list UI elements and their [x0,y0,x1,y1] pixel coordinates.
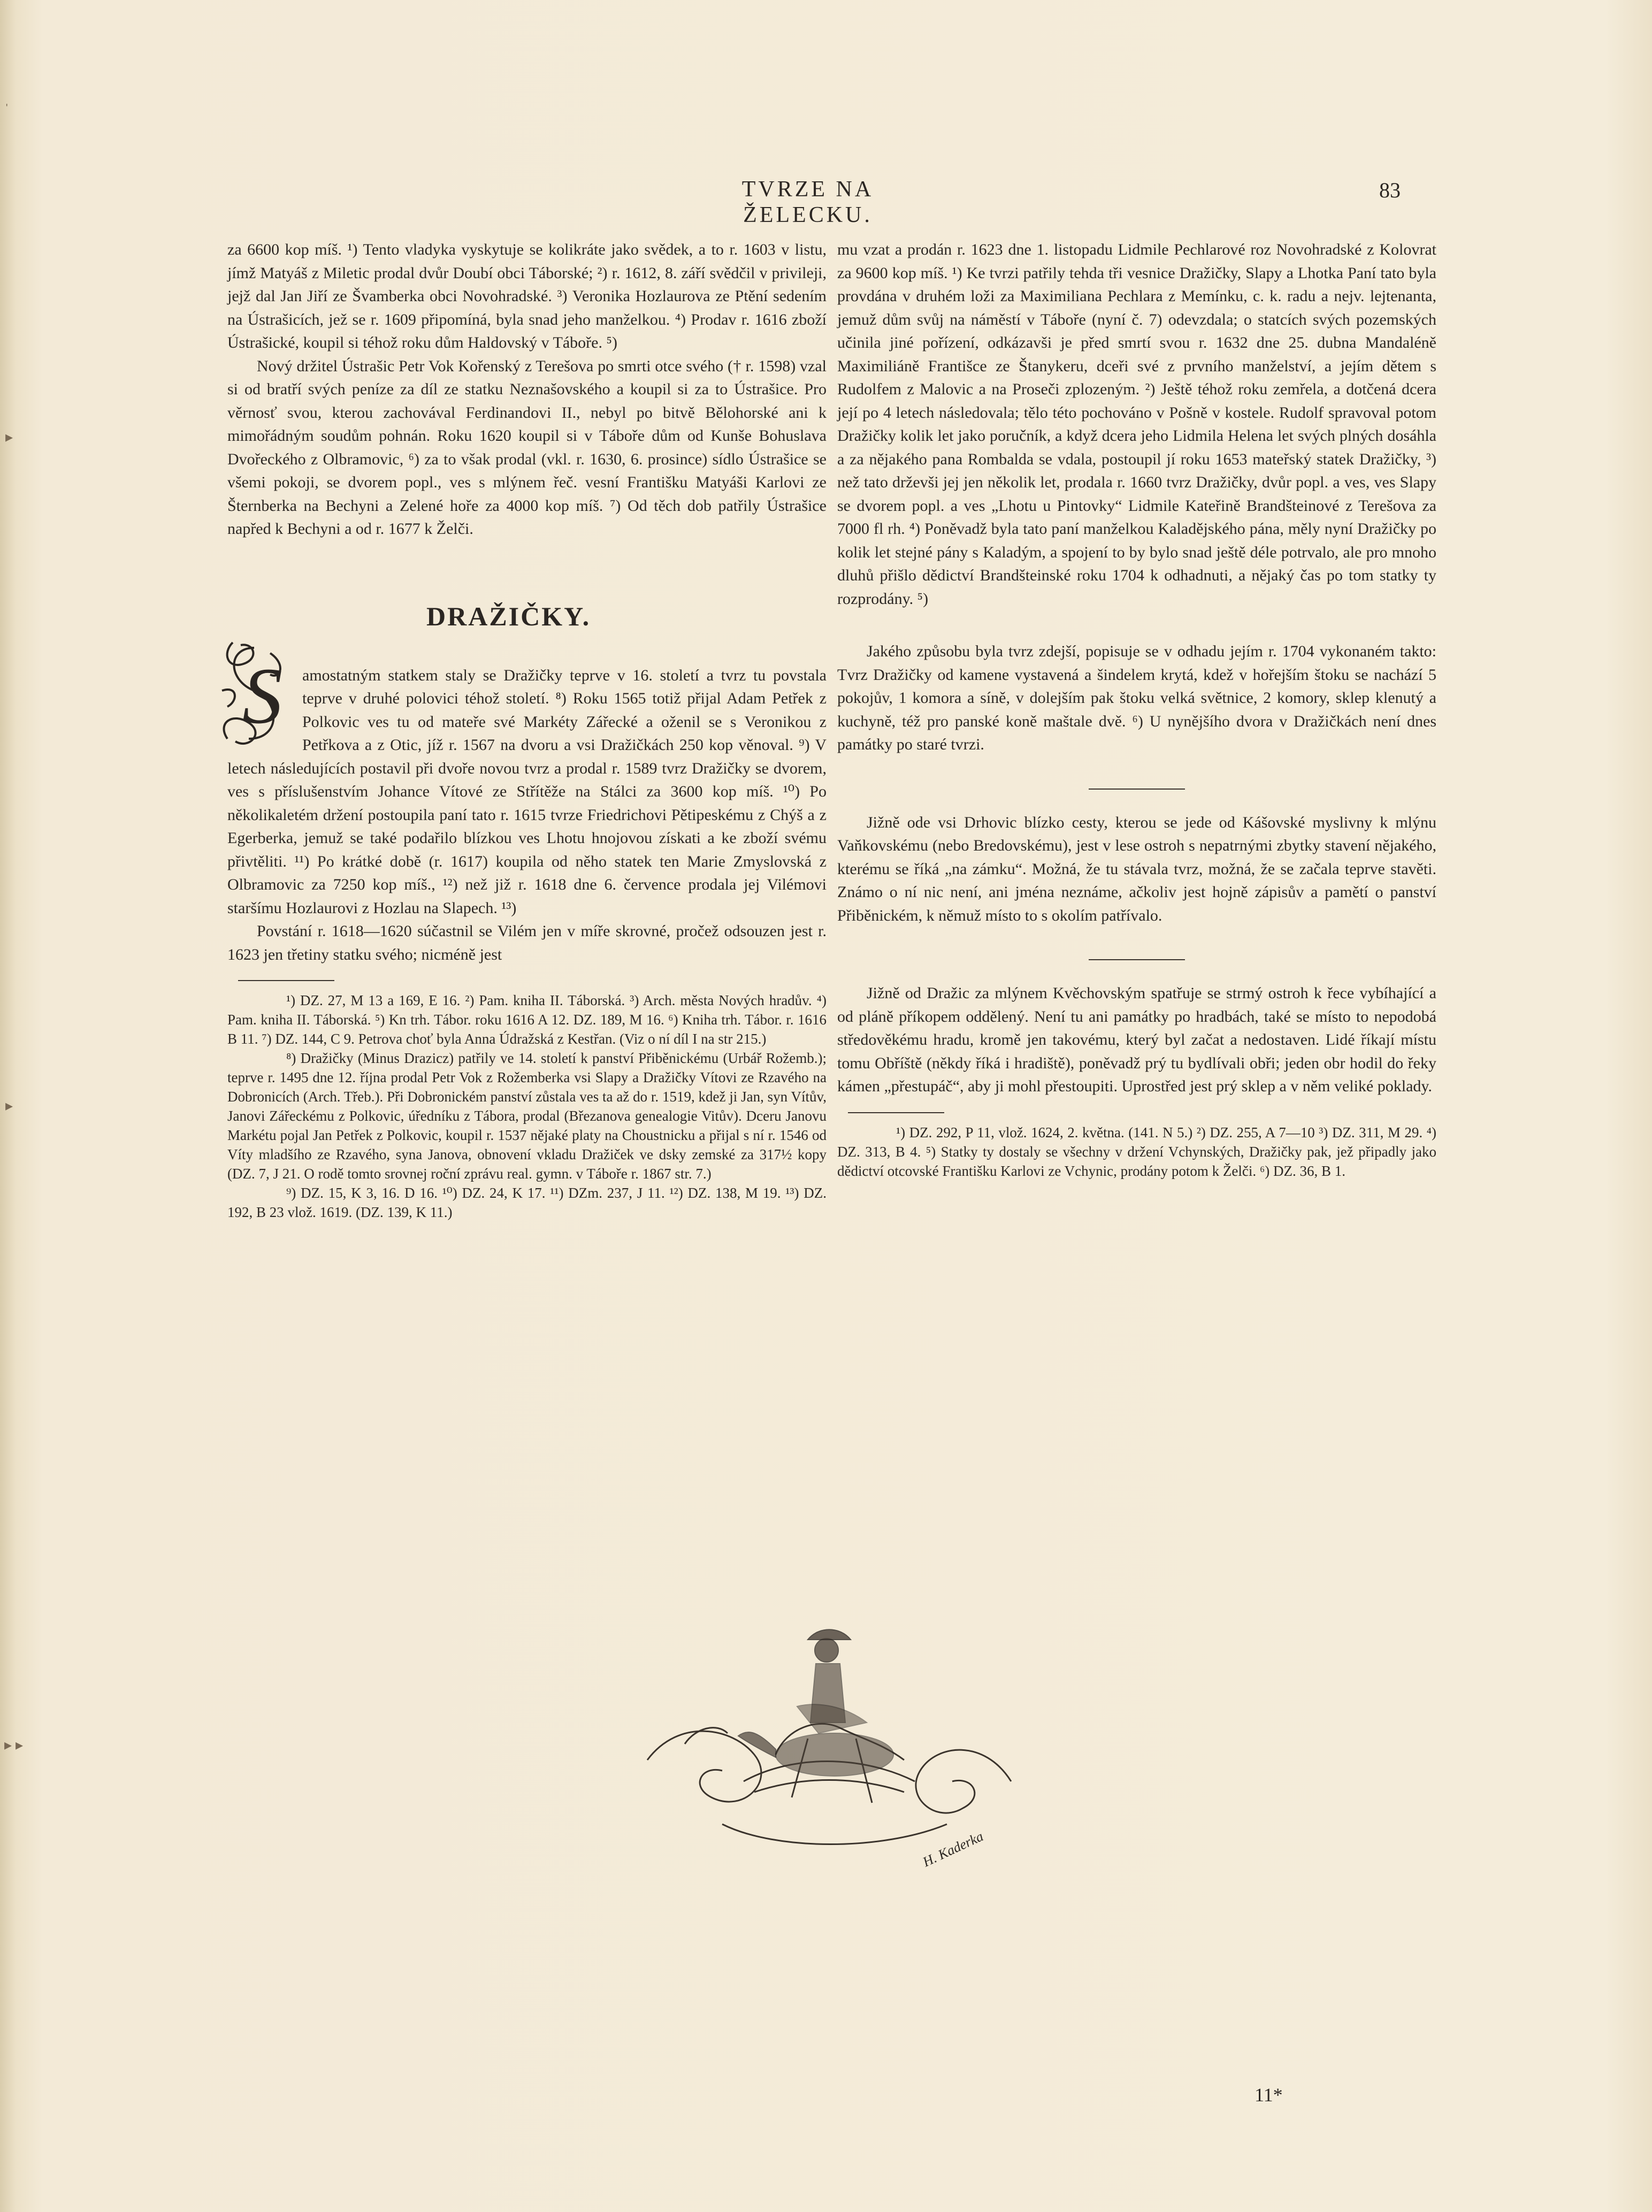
footnotes [837,1123,1436,1181]
ornamental-initial-icon [217,632,297,755]
signature-mark: 11* [1255,2084,1283,2106]
section-divider [1089,959,1185,960]
footnote: ¹) DZ. 27, M 13 a 169, E 16. ²) Pam. kniha II. Táborská. ³) Arch. města Nových hradův. ⁴) Pam. kniha II. Táborská. ⁵) Kn trh. Tábor. roku 1616 A 12. DZ. 189, M 16. ⁶) Kniha trh. Tábor. r. 1616 B 11. ⁷) DZ. 144, C 9. Petrova choť byla Anna Údražská z Kestřan. (Viz o ní díl I na str 215.) [227,992,827,1047]
paragraph: Nový držitel Ústrašic Petr Vok Kořenský z Terešova po smrti otce svého († r. 1598) vzal si od bratří svých peníze za díl ze statku Neznašovského a koupil si za to Ústrašice. Pro věrnosť svou, kterou zachovával Ferdinandovi II., nebyl po bitvě Bělohorské ani k mimořádným soudům pohnán. Roku 1620 koupil si v Táboře dům od Kunše Bohuslava Dvořeckého z Olbramovic, ⁶) za to však prodal (vkl. r. 1630, 6. prosince) sídlo Ústrašice se všemi pokoji, se dvorem popl., ves s mlýnem řeč. vesní Františku Matyáši Karlovi ze Šternberka na Bechyni a Zelené hoře za 4000 kop míš. ⁷) Od těch dob patřily Ústrašice napřed k Bechyni a od r. 1677 k Želči. [227,357,827,538]
footnote: ⁸) Dražičky (Minus Drazicz) patřily ve 14. století k panství Přiběnickému (Urbář Rožemb.); teprve r. 1495 dne 12. října prodal Petr Vok z Rožemberka vsi Slapy a Dražičky Vítovi ze Rzavého na Dobronicích (Arch. Třeb.). Při Dobronickém panství zůstala ves ta až do r. 1519, kdež ji Jan, syn Vítův, Janovi Zářeckému z Polkovic, úředníku z Tábora, prodal (Březanova genealogie Vitův). Dceru Janovu Markétu pojal Jan Petřek z Polkovic, koupil r. 1537 nějaké platy na Choustnicku a přijal s ní r. 1546 od Víty mladšího ze Rzavého, syna Janova, obnovení vkladu Dražiček ve dsky zemské za 317½ kopy (DZ. 7, J 21. O rodě tomto srovnej roční zprávu real. gymn. v Táboře r. 1867 str. 7.) [227,1050,827,1182]
left-column [227,238,827,1222]
footnote-rule [848,1112,944,1113]
margin-mark: ▸ [5,429,13,446]
right-column [837,238,1436,1181]
section-title: DRAŽIČKY. [426,601,591,631]
dropcap-letter: S [242,651,282,740]
paragraph: Jižně od Dražic za mlýnem Kvěchovským spatřuje se strmý ostroh k řece vybíhající a od pláně příkopem oddělený. Není tu ani památky po hradbách, také se místo to nepodobá středověkému hradu, kromě jen takovému, který byl začat a nedostaven. Lidé říkají místu tomu Obříště (někdy říká i hradiště), poněvadž prý tu bydlívali obři; jeden obr hodil do řeky kámen „přestupáč“, aby ji mohl přestoupiti. Uprostřed jest prý sklep a v něm veliké poklady. [837,984,1436,1095]
footnote-rule [238,980,334,981]
paragraph: za 6600 kop míš. ¹) Tento vladyka vyskytuje se kolikráte jako svědek, a to r. 1603 v listu, jímž Matyáš z Miletic prodal dvůr Doubí obci Táborské; ²) r. 1612, 8. září svědčil v privileji, jejž dal Jan Jiří ze Švamberka obci Novohradské. ³) Veronika Hozlaurova ze Ptění sedením na Ústrašicích, jež se r. 1609 připomíná, byla snad jeho manželkou. ⁴) Prodav r. 1616 zboží Ústrašické, koupil si téhož roku dům Haldovský v Táboře. ⁵) [227,241,827,351]
section-heading [227,584,827,664]
section-divider [1089,789,1185,790]
dropcap-paragraph [227,651,827,920]
footnotes [227,991,827,1222]
paragraph: Jižně ode vsi Drhovic blízko cesty, kterou se jede od Kášovské myslivny k mlýnu Vaňkovskému (nebo Bredovskému), jest v lese ostroh s nepatrnými zbytky stavení nějakého, kterému se říká „na zámku“. Možná, že tu stávala tvrz, možná, že se začala teprve stavěti. Známo o ní nic není, ani jména neznáme, ačkoliv jest hojně zápisův a pamětí o panství Přiběnickém, k němuž místo to s okolím patřívalo. [837,813,1436,924]
footnote: ⁹) DZ. 15, K 3, 16. D 16. ¹⁰) DZ. 24, K 17. ¹¹) DZm. 237, J 11. ¹²) DZ. 138, M 19. ¹³) DZ. 192, B 23 vlož. 1619. (DZ. 139, K 11.) [227,1185,827,1220]
margin-mark: ▸ ▸ [4,1737,24,1754]
margin-mark: ▸ [5,1098,13,1114]
rider-vignette-icon [615,1621,1043,1888]
paragraph: amostatným statkem staly se Dražičky teprve v 16. století a tvrz tu povstala teprve v druhé polovici téhož století. ⁸) Roku 1565 totiž přijal Adam Petřek z Polkovic ves tu od mateře své Markéty Zářecké a oženil se s Veronikou z Petřkova a z Otic, jíž r. 1567 na dvoru a vsi Dražičkách 250 kop věnoval. ⁹) V letech následujících postavil při dvoře novou tvrz a prodal r. 1589 tvrz Dražičky se dvorem, ves s příslušenstvím Johance Vítové ze Střítěže na Stálci za 3600 kop míš. ¹⁰) Po několikaletém držení postoupila paní tato r. 1615 tvrze Friedrichovi Pětipeskému z Chýš a z Egerberka, jemuž se také podařilo blízkou ves Lhotu hnojovou získati a ke zboží svému přivtěliti. ¹¹) Po krátké době (r. 1617) koupila od něho statek ten Marie Zmyslovská z Olbramovic za 7250 kop míš., ¹²) než již r. 1618 dne 6. července prodala jej Vilémovi staršímu Hozlaurovi z Hozlau na Slapech. ¹³) [227,666,827,917]
page-number: 83 [1379,178,1401,202]
margin-mark: ˈ [4,102,10,118]
paragraph: Jakého způsobu byla tvrz zdejší, popisuje se v odhadu jejím r. 1704 vykonaném takto: Tvrz Dražičky od kamene vystavená a šindelem krytá, kdež v hořejším štoku se nachází 5 pokojův, 1 komora a síně, v dolejším pak štoku velká světnice, 2 komory, sklep klenutý a kuchyně, též pro panské koně maštale dvě. ⁶) U nynějšího dvora v Dražičkách není dnes památky po staré tvrzi. [837,642,1436,753]
paragraph: mu vzat a prodán r. 1623 dne 1. listopadu Lidmile Pechlarové roz Novohradské z Kolovrat za 9600 kop míš. ¹) Ke tvrzi patřily tehda tři vesnice Dražičky, Slapy a Lhotka Paní tato byla provdána v druhém loži za Maximiliana Pechlara z Memínku, c. k. radu a nejv. lejtenanta, jemuž dům svůj na náměstí v Táboře (nyní č. 7) odevzdala; o statcích svých pozemských učinila jiné pořízení, odkázavši je před smrtí svou r. 1632 dne 25. dubna Mandaléně Maximiliáně Františce ze Štanykeru, dceři své z prvního manželství, a jejím dětem s Rudolfem z Malovic a na Proseči zplozeným. ²) Ještě téhož roku zemřela, a dotčená dcera její po 4 letech následovala; tělo této pochováno v Pošně v kostele. Rudolf spravoval potom Dražičky kolik let jako poručník, a když dcera jeho Lidmila Helena let svých plných dosáhla a za nějakého pana Rombalda se vdala, postoupil jí roku 1653 mateřský statek Dražičky, ³) než tato drževši jej jen několik let, prodala r. 1660 tvrz Dražičky, dvůr popl. a ves, ves Slapy se dvorem popl. a ves „Lhotu u Pintovky“ Lidmile Kateřině Brandšteinové z Terešova za 7000 fl rh. ⁴) Poněvadž byla tato paní manželkou Kaladějského pána, měly nyní Dražičky po kolik let stejné pány s Kaladým, a spojení to by bylo snad ještě déle potrvalo, ale pro mnoho dluhů přišlo dědictví Brandšteinské roku 1704 k odhadnuti, a nějaký čas po tom statky ty rozprodány. ⁵) [837,241,1436,608]
paragraph: Povstání r. 1618—1620 súčastnil se Vilém jen v míře skrovné, pročež odsouzen jest r. 1623 jen třetiny statku svého; nicméně jest [227,922,827,963]
running-header: TVRZE NA ŽELECKU. [741,177,874,227]
footnote: ¹) DZ. 292, P 11, vlož. 1624, 2. května. (141. N 5.) ²) DZ. 255, A 7—10 ³) DZ. 311, M 29. ⁴) DZ. 313, B 4. ⁵) Statky ty dostaly se všechny v držení Vchynských, Dražičky pak, jež připadly jako dědictví otcovské Františku Karlovi ze Vchynic, prodány potom k Želči. ⁶) DZ. 36, B 1. [837,1124,1436,1179]
artist-signature: H. Kaderka [920,1828,986,1870]
